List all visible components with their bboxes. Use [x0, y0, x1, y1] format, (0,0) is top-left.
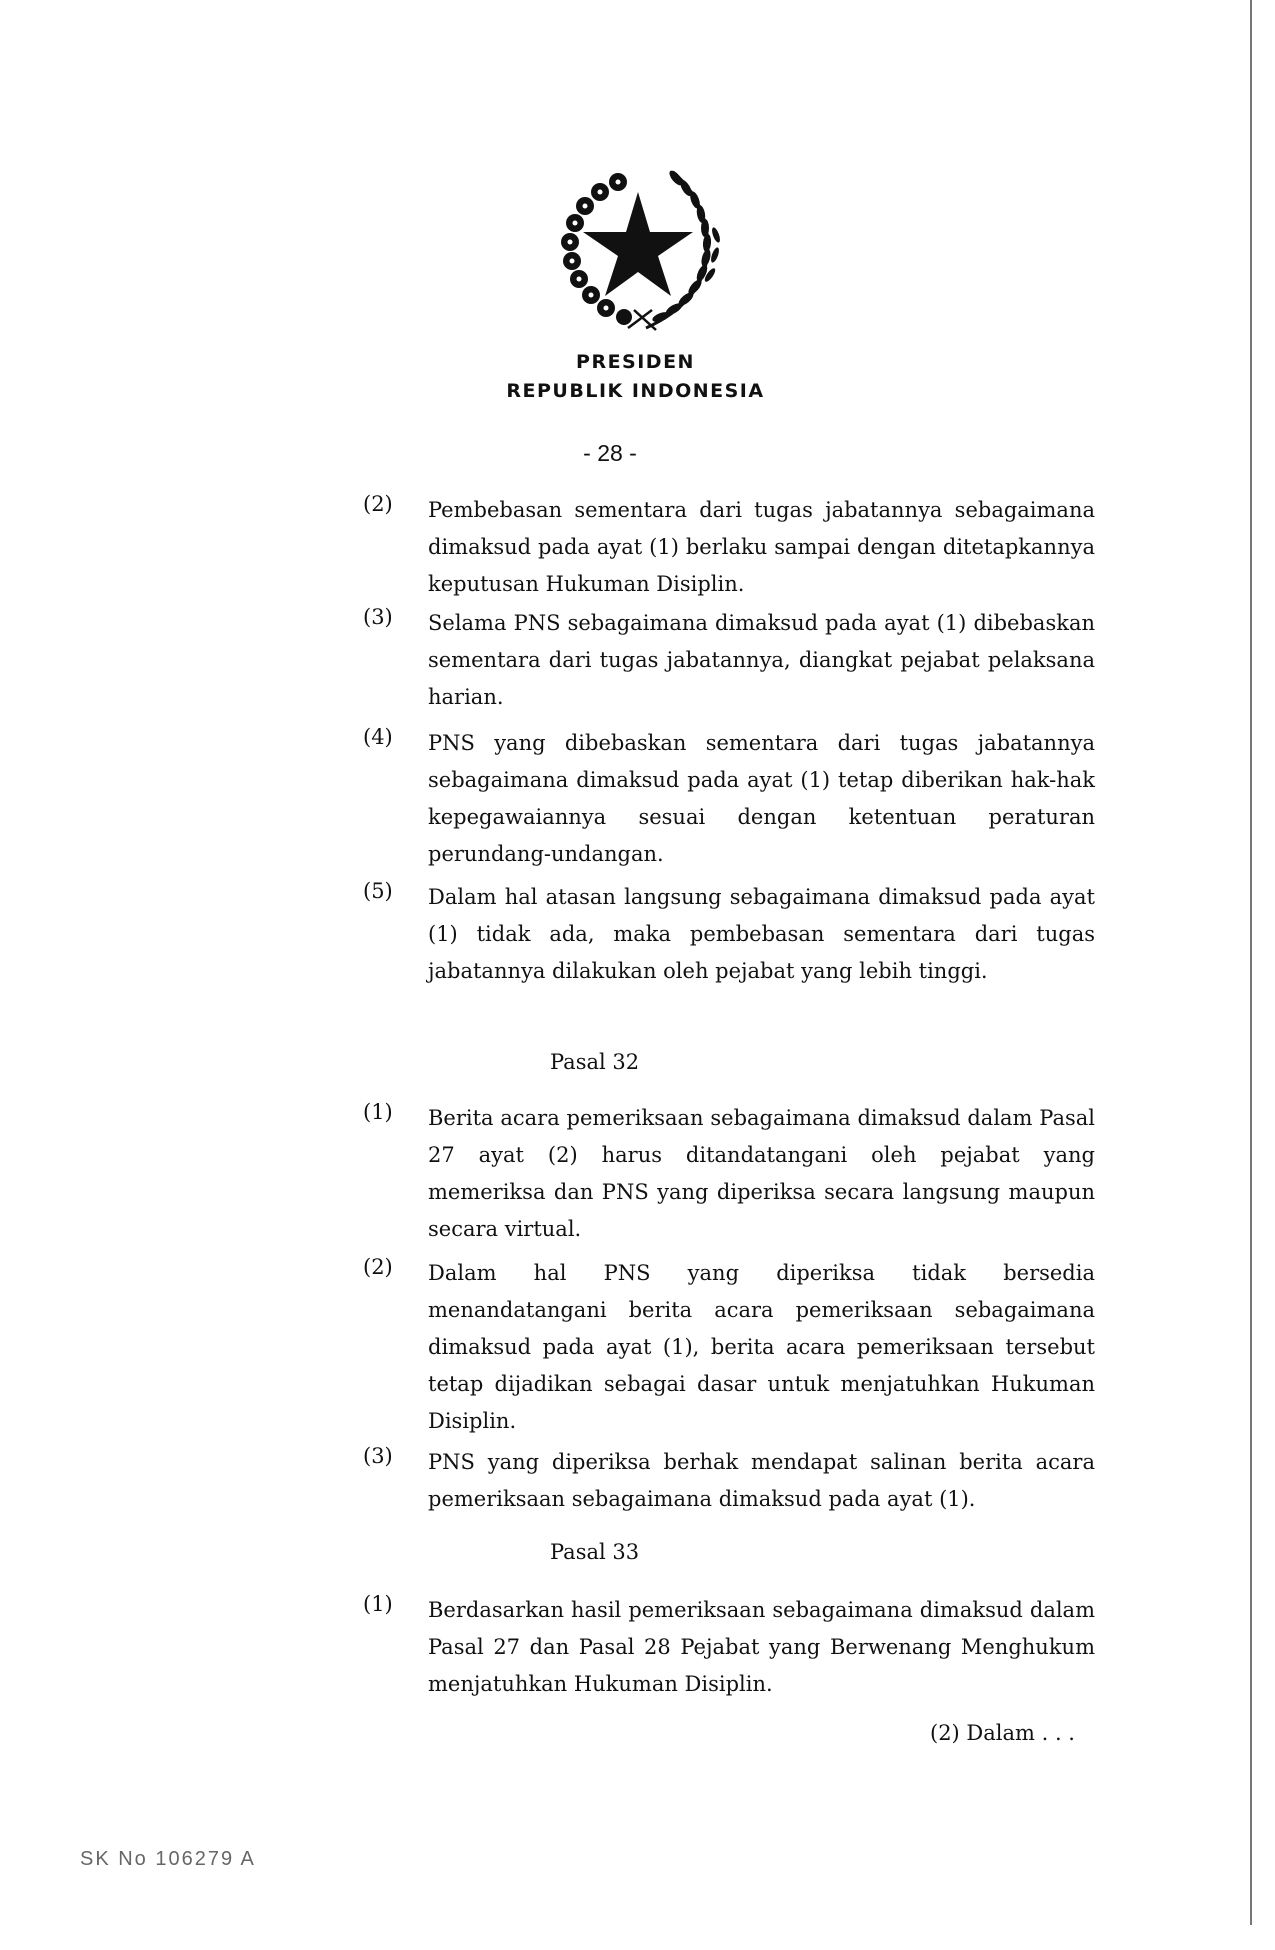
- paragraph-number: (3): [363, 605, 393, 629]
- paragraph-number: (1): [363, 1100, 393, 1124]
- paragraph-text: Berdasarkan hasil pemeriksaan sebagaimana dimaksud dalam Pasal 27 dan Pasal 28 Pejabat yang Berwenang Menghukum menjatuhkan Hukuman Disiplin.: [428, 1598, 1095, 1696]
- paragraph-text: Selama PNS sebagaimana dimaksud pada ayat (1) dibebaskan sementara dari tugas jabatannya, diangkat pejabat pelaksana harian.: [428, 611, 1095, 709]
- paragraph-number: (4): [363, 725, 393, 749]
- article-heading-pasal-32: Pasal 32: [550, 1050, 640, 1074]
- paragraph-text: Berita acara pemeriksaan sebagaimana dimaksud dalam Pasal 27 ayat (2) harus ditandatangani oleh pejabat yang memeriksa dan PNS yang diperiksa secara langsung maupun secara virtual.: [428, 1106, 1095, 1241]
- paragraph-number: (5): [363, 879, 393, 903]
- paragraph-text: Dalam hal PNS yang diperiksa tidak bersedia menandatangani berita acara pemeriksaan sebagaimana dimaksud pada ayat (1), berita acara pemeriksaan tersebut tetap dijadikan sebagai dasar untuk menjatuhkan Hukuman Disiplin.: [428, 1261, 1095, 1433]
- scan-edge-line: [1250, 0, 1252, 1925]
- paragraph-text: Pembebasan sementara dari tugas jabatannya sebagaimana dimaksud pada ayat (1) berlaku sampai dengan ditetapkannya keputusan Hukuman Disiplin.: [428, 498, 1095, 596]
- page-number: - 28 -: [583, 440, 637, 466]
- paragraph-text: Dalam hal atasan langsung sebagaimana dimaksud pada ayat (1) tidak ada, maka pembebasan sementara dari tugas jabatannya dilakukan oleh pejabat yang lebih tinggi.: [428, 885, 1095, 983]
- continued-marker: (2) Dalam . . .: [930, 1721, 1075, 1745]
- paragraph-text: PNS yang dibebaskan sementara dari tugas jabatannya sebagaimana dimaksud pada ayat (1) tetap diberikan hak-hak kepegawaiannya sesuai dengan ketentuan peraturan perundang-undangan.: [428, 731, 1095, 866]
- paragraph-number: (2): [363, 1255, 393, 1279]
- star-icon: [583, 192, 693, 296]
- header-presiden: PRESIDEN: [576, 351, 695, 373]
- paragraph-number: (1): [363, 1592, 393, 1616]
- paragraph-number: (2): [363, 492, 393, 516]
- presidential-star-emblem-icon: [548, 160, 728, 335]
- paragraph-text: PNS yang diperiksa berhak mendapat salinan berita acara pemeriksaan sebagaimana dimaksud pada ayat (1).: [428, 1450, 1095, 1511]
- header-republik-indonesia: REPUBLIK INDONESIA: [506, 380, 765, 402]
- footer-document-code: SK No 106279 A: [80, 1848, 256, 1870]
- article-heading-pasal-33: Pasal 33: [550, 1540, 640, 1564]
- paragraph-number: (3): [363, 1444, 393, 1468]
